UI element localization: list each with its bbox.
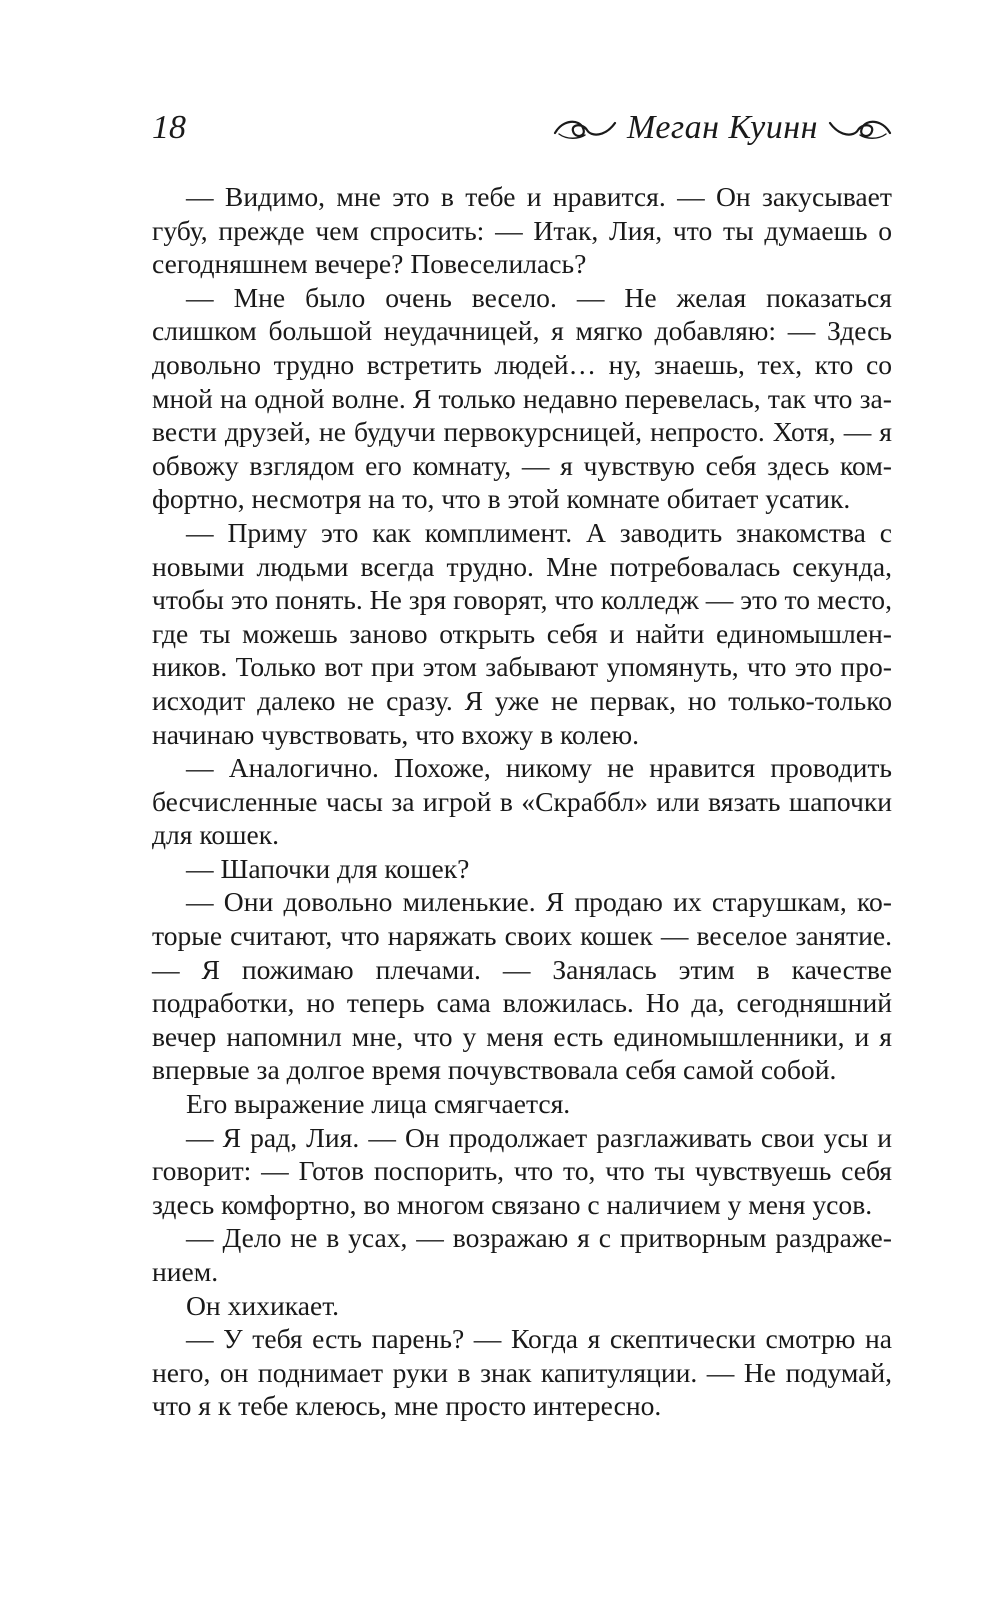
paragraph: — Шапочки для кошек? (186, 852, 470, 884)
paragraph: Он хихикает. (186, 1289, 340, 1321)
running-header (152, 108, 892, 158)
paragraph: — Дело не в усах, — возражаю я с притворным раздражением. (152, 1222, 892, 1287)
paragraph: — У тебя есть парень? — Когда я скептически смотрю на него, он поднимает руки в знак капитуляции. — Не подумай, что я к тебе клеюсь, мне просто интересно. (152, 1323, 892, 1422)
paragraph: — Видимо, мне это в тебе и нравится. — Он закусывает губу, прежде чем спросить: — Итак, Лия, что ты думаешь о сегодняшнем вечере? Повеселилась? (152, 181, 892, 280)
paragraph: — Приму это как комплимент. А заводить знакомства с новыми людьми всегда трудно. Мне потребовалась секунда, чтобы это понять. Не зря говорят, что колледж — это то место, где ты можешь заново открыть себя и найти единомышленников. Только вот при этом забывают упомянуть, что это происходит далеко не сразу. Я уже не первак, но только-только начинаю чувствовать, что вхожу в колею. (152, 516, 892, 750)
paragraph: Его выражение лица смягчается. (186, 1088, 571, 1120)
running-head (553, 108, 892, 148)
page-number: 18 (152, 109, 186, 146)
paragraph: — Они довольно миленькие. Я продаю их старушкам, которые считают, что наряжать своих кошек — веселое занятие. — Я пожимаю плечами. — Занялась этим в качестве подработки, но теперь сама вложилась. Но да, сегодняшний вечер напомнил мне, что у меня есть единомышленники, и я впервые за долгое время почувствовала себя самой собой. (152, 886, 892, 1086)
author-name: Меган Куинн (626, 109, 818, 146)
flourish-left-icon (553, 115, 617, 141)
paragraph: — Мне было очень весело. — Не желая показаться слишком большой неудачницей, я мягко добавляю: — Здесь довольно трудно встретить людей… ну, знаешь, тех, кто со мной на одной волне. Я только недавно перевелась, так что завести друзей, не будучи первокурсницей, непросто. Хотя, — я обвожу взглядом его комнату, — я чувствую себя здесь комфортно, несмотря на то, что в этой комнате обитает усатик. (152, 281, 892, 515)
paragraph: — Я рад, Лия. — Он продолжает разглаживать свои усы и говорит: — Готов поспорить, что то, что ты чувствуешь себя здесь комфортно, во многом связано с наличием у меня усов. (152, 1121, 892, 1220)
paragraph: — Аналогично. Похоже, никому не нравится проводить бесчисленные часы за игрой в «Скраббл» или вязать шапочки для кошек. (152, 752, 892, 851)
body-text (152, 180, 892, 1423)
flourish-right-icon (828, 115, 892, 141)
